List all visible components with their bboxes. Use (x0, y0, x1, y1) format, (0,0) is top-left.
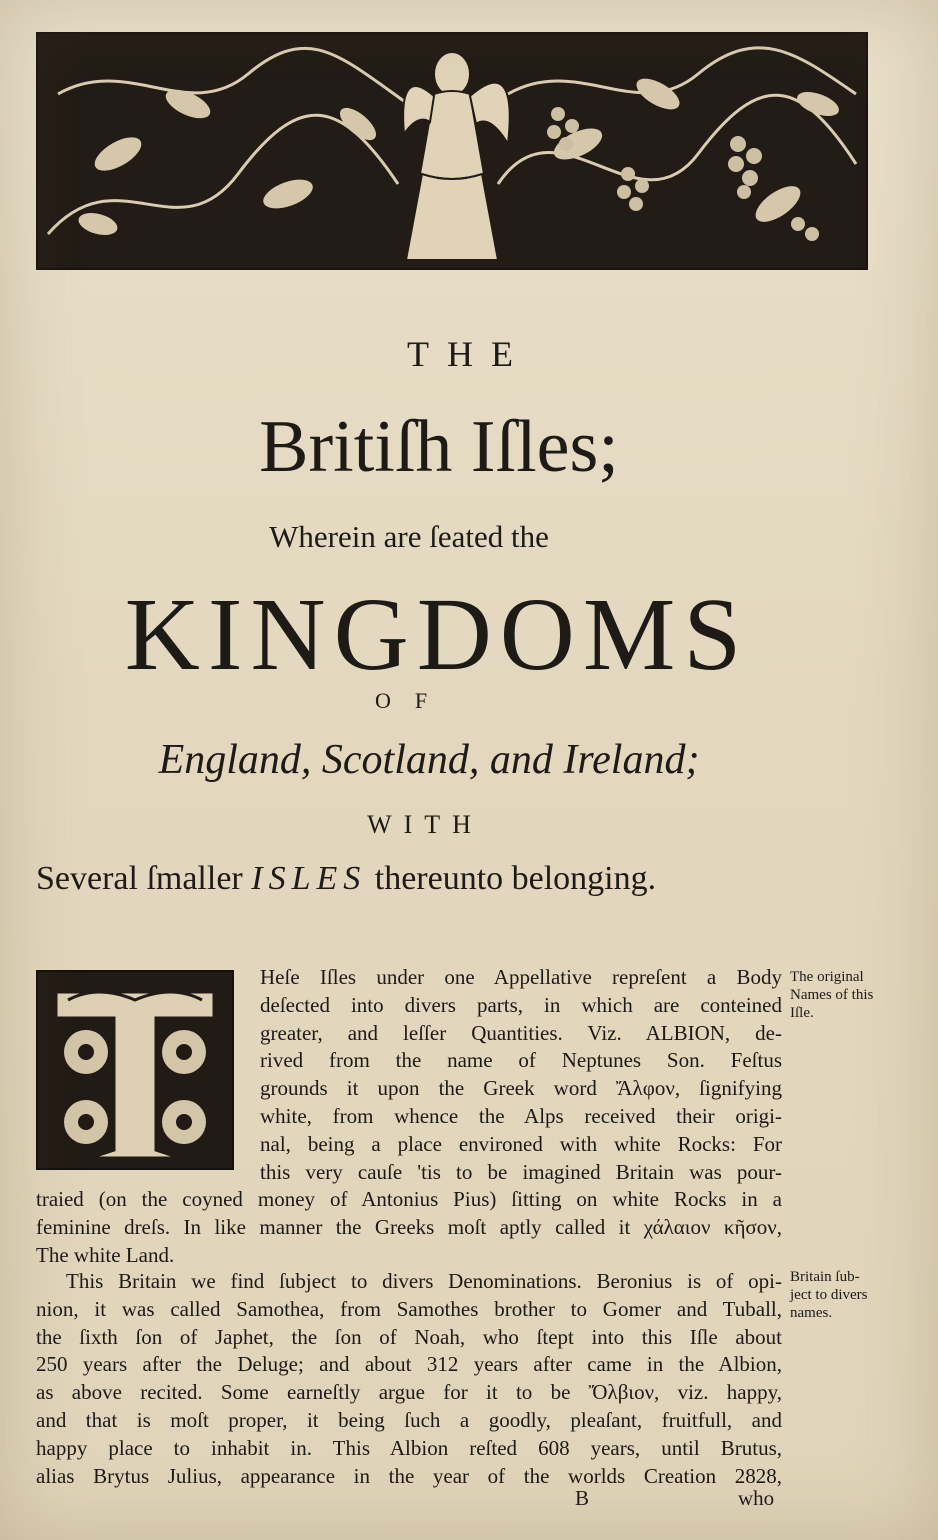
text-line: white, from whence the Alps received their origi- (260, 1103, 782, 1128)
title-with: WITH (367, 810, 483, 839)
text-line: nion, it was called Samothea, from Samothes brother to Gomer and Tuball, (36, 1296, 782, 1321)
margin-note-line: Iſle. (790, 1005, 814, 1021)
text-line: as above recited. Some earneſtly argue for it to be Ὄλβιον, viz. happy, (36, 1380, 782, 1405)
paragraph-2 (36, 1268, 782, 1490)
text-line: grounds it upon the Greek word Ἄλφον, ſignifying (260, 1076, 782, 1101)
margin-note-line: ject to divers (790, 1287, 868, 1303)
text-line: happy place to inhabit in. This Albion reſted 608 years, until Brutus, (36, 1435, 782, 1460)
title-several (36, 860, 656, 898)
text-line: Heſe Iſles under one Appellative repreſent a Body (260, 965, 782, 989)
title-of: OF (374, 688, 452, 713)
title-kingdoms: KINGDOMS (124, 577, 750, 692)
title-several-pre: Several ſmaller (36, 860, 243, 897)
margin-note-line: names. (790, 1305, 833, 1321)
text-line: The white Land. (36, 1242, 175, 1267)
text-line: greater, and leſſer Quantities. Viz. ALBION, de- (260, 1020, 782, 1045)
text-line: 250 years after the Deluge; and about 312 years after came in the Albion, (36, 1352, 782, 1377)
paragraph-1 (36, 964, 782, 1270)
text-line: traied (on the coyned money of Antonius Pius) ſitting on white Rocks in a (36, 1187, 782, 1212)
margin-note-line: The original (790, 969, 864, 985)
title-british-isles: Britiſh Iſles; (259, 406, 619, 488)
text-line: and that is moſt proper, it being ſuch a goodly, pleaſant, fruitfull, and (36, 1407, 782, 1432)
title-the: THE (407, 334, 531, 374)
title-wherein: Wherein are ſeated the (269, 519, 549, 554)
text-line: feminine dreſs. In like manner the Greeks moſt aptly called it χάλαιον κῆσον, (36, 1215, 782, 1240)
margin-note-line: Names of this (790, 987, 874, 1003)
catchword: who (738, 1486, 775, 1510)
text-line: nal, being a place environed with white Rocks: For (260, 1131, 782, 1156)
text-line: the ſixth ſon of Japhet, the ſon of Noah, who ſtept into this Iſle about (36, 1324, 782, 1349)
title-several-isles: ISLES (251, 860, 367, 897)
text-line: alias Brytus Julius, appearance in the year of the worlds Creation 2828, (36, 1463, 782, 1488)
margin-note-original-names (790, 968, 910, 1022)
headpiece-ornament (36, 32, 868, 270)
margin-note-denominations (790, 1268, 910, 1322)
text-line: rived from the name of Neptunes Son. Feſtus (260, 1048, 782, 1073)
text-line: deſected into divers parts, in which are conteined (260, 992, 782, 1017)
signature-mark: B (575, 1486, 590, 1510)
title-several-post: thereunto belonging. (374, 860, 657, 897)
margin-note-line: Britain ſub- (790, 1269, 860, 1285)
text-line: This Britain we find ſubject to divers Denominations. Beronius is of opi- (66, 1269, 782, 1293)
text-line: this very cauſe 'tis to be imagined Britain was pour- (260, 1159, 782, 1184)
title-countries: England, Scotland, and Ireland; (158, 737, 700, 783)
